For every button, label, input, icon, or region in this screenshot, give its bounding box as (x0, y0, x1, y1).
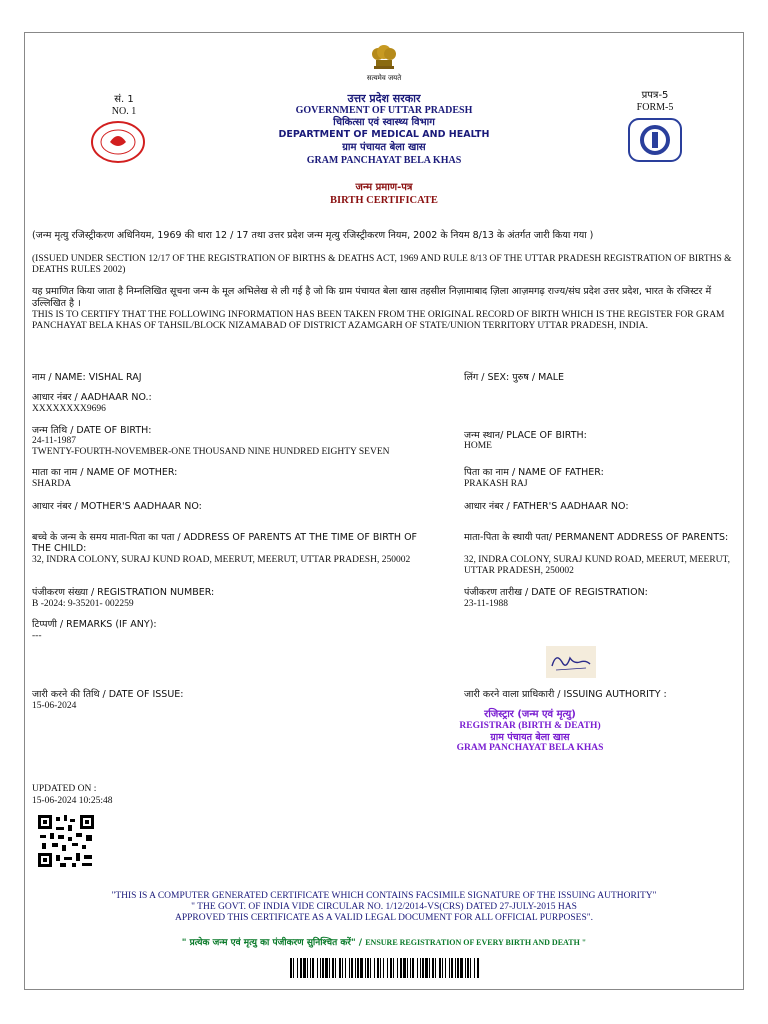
form-number-hi: प्रपत्र-5 (641, 90, 669, 101)
remarks-label: टिप्पणी / REMARKS (IF ANY): (32, 619, 157, 630)
mother-aadhaar-label: आधार नंबर / MOTHER'S AADHAAR NO: (32, 501, 202, 512)
serial-number-en: NO. 1 (111, 106, 137, 117)
dob-label: जन्म तिथि / DATE OF BIRTH: (32, 425, 152, 436)
serial-number-hi: सं. 1 (114, 94, 134, 105)
registration-slogan (40, 937, 728, 949)
slogan-hi: " प्रत्येक जन्म एवं मृत्यु का पंजीकरण सुनिश्चित करें" / (181, 938, 363, 948)
authority-office-en: GRAM PANCHAYAT BELA KHAS (456, 743, 604, 753)
slogan-en: ENSURE REGISTRATION OF EVERY BIRTH AND DEATH " (365, 938, 587, 947)
place-of-birth-label: जन्म स्थान/ PLACE OF BIRTH: (464, 430, 587, 441)
updated-on-label: UPDATED ON : (32, 784, 97, 794)
aadhaar-label: आधार नंबर / AADHAAR NO.: (32, 392, 152, 403)
circular-note-line2: APPROVED THIS CERTIFICATE AS A VALID LEGAL DOCUMENT FOR ALL OFFICIAL PURPOSES". (174, 913, 594, 923)
name-field (32, 372, 432, 383)
barcode-icon (290, 958, 480, 978)
department-title-en: DEPARTMENT OF MEDICAL AND HEALTH (278, 129, 490, 140)
up-government-seal-icon (90, 120, 146, 164)
qr-code-icon (36, 813, 96, 869)
registration-date-value: 23-11-1988 (464, 599, 508, 609)
registration-date-label: पंजीकरण तारीख / DATE OF REGISTRATION: (464, 587, 648, 598)
sex-value: पुरुष / MALE (512, 372, 565, 383)
act-reference-hi: (जन्म मृत्यु रजिस्ट्रीकरण अधिनियम, 1969 की धारा 12 / 17 तथा उत्तर प्रदेश जन्म मृत्यु रजिस्ट्रीकरण नियम, 2002 के नियम 8/13 के अंतर्गत जारी किया गया ) (32, 230, 594, 241)
certificate-title-en: BIRTH CERTIFICATE (330, 195, 438, 206)
certification-statement-en: THIS IS TO CERTIFY THAT THE FOLLOWING INFORMATION HAS BEEN TAKEN FROM THE ORIGINAL RECORD OF BIRTH WHICH IS THE REGISTER FOR GRAM PANCHAYAT BELA KHAS OF TAHSIL/BLOCK NIZAMABAD OF DISTRICT AZAMGARH OF STATE/UNION TERRITORY UTTAR PRADESH, INDIA. (32, 310, 725, 331)
circular-note-line1: " THE GOVT. OF INDIA VIDE CIRCULAR NO. 1/12/2014-VS(CRS) DATED 27-JULY-2015 HAS (191, 902, 577, 912)
act-reference-en: (ISSUED UNDER SECTION 12/17 OF THE REGISTRATION OF BIRTHS & DEATHS ACT, 1969 AND RULE 8/13 OF THE UTTAR PRADESH REGISTRATION OF BIRTHS & DEATHS RULES 2002) (32, 254, 732, 275)
certificate-title-hi: जन्म प्रमाण-पत्र (355, 182, 413, 193)
aadhaar-value: XXXXXXXX9696 (32, 404, 106, 414)
dob-value: 24-11-1987 (32, 436, 76, 446)
government-title-hi: उत्तर प्रदेश सरकार (347, 92, 421, 105)
crs-logo-icon (628, 118, 682, 162)
permanent-address-label: माता-पिता के स्थायी पता/ PERMANENT ADDRESS OF PARENTS: (464, 532, 729, 543)
gram-panchayat-en: GRAM PANCHAYAT BELA KHAS (306, 155, 462, 166)
name-label: नाम / NAME: (32, 372, 86, 383)
mother-name-label: माता का नाम / NAME OF MOTHER: (32, 467, 178, 478)
signature-icon (546, 646, 596, 678)
address-at-birth-label: बच्चे के जन्म के समय माता-पिता का पता / ADDRESS OF PARENTS AT THE TIME OF BIRTH OF THE CHILD: (32, 532, 418, 554)
department-title-hi: चिकित्सा एवं स्वास्थ्य विभाग (333, 117, 435, 128)
date-of-issue-label: जारी करने की तिथि / DATE OF ISSUE: (32, 689, 184, 700)
remarks-value: --- (32, 631, 42, 641)
authority-office-hi: ग्राम पंचायत बेला खास (490, 732, 570, 743)
certification-statement-hi: यह प्रमाणित किया जाता है निम्नलिखित सूचना जन्म के मूल अभिलेख से ली गई है जो कि ग्राम पंचायत बेला खास तहसील निज़ामाबाद ज़िला आज़मगढ़ राज्य/संघ प्रदेश उत्तर प्रदेश, भारत के रजिस्टर में उल्लिखित है । (32, 286, 712, 309)
sex-field (464, 372, 734, 383)
authority-title-hi: रजिस्ट्रार (जन्म एवं मृत्यु) (484, 709, 576, 720)
gram-panchayat-hi: ग्राम पंचायत बेला खास (342, 142, 426, 153)
emblem-motto: सत्यमेव जयते (366, 74, 402, 82)
name-value: VISHAL RAJ (88, 372, 142, 383)
updated-on-value: 15-06-2024 10:25:48 (32, 796, 113, 806)
registration-number-label: पंजीकरण संख्या / REGISTRATION NUMBER: (32, 587, 215, 598)
computer-generated-note: "THIS IS A COMPUTER GENERATED CERTIFICATE WHICH CONTAINS FACSIMILE SIGNATURE OF THE ISSUING AUTHORITY" (111, 891, 657, 901)
sex-label: लिंग / SEX: (464, 372, 510, 383)
father-name-value: PRAKASH RAJ (464, 479, 528, 489)
registration-number-value: B -2024: 9-35201- 002259 (32, 599, 134, 609)
mother-name-value: SHARDA (32, 479, 72, 489)
address-at-birth-value: 32, INDRA COLONY, SURAJ KUND ROAD, MEERUT, MEERUT, UTTAR PRADESH, 250002 (32, 555, 411, 565)
date-of-issue-value: 15-06-2024 (32, 701, 77, 711)
authority-title-en: REGISTRAR (BIRTH & DEATH) (459, 721, 601, 731)
government-title-en: GOVERNMENT OF UTTAR PRADESH (295, 105, 473, 116)
issuing-authority-label: जारी करने वाला प्राधिकारी / ISSUING AUTHORITY : (464, 689, 667, 700)
place-of-birth-value: HOME (464, 441, 492, 451)
dob-in-words: TWENTY-FOURTH-NOVEMBER-ONE THOUSAND NINE HUNDRED EIGHTY SEVEN (32, 447, 390, 457)
permanent-address-value: 32, INDRA COLONY, SURAJ KUND ROAD, MEERUT, MEERUT, UTTAR PRADESH, 250002 (464, 555, 731, 576)
form-number-en: FORM-5 (636, 102, 674, 113)
father-name-label: पिता का नाम / NAME OF FATHER: (464, 467, 604, 478)
father-aadhaar-label: आधार नंबर / FATHER'S AADHAAR NO: (464, 501, 629, 512)
